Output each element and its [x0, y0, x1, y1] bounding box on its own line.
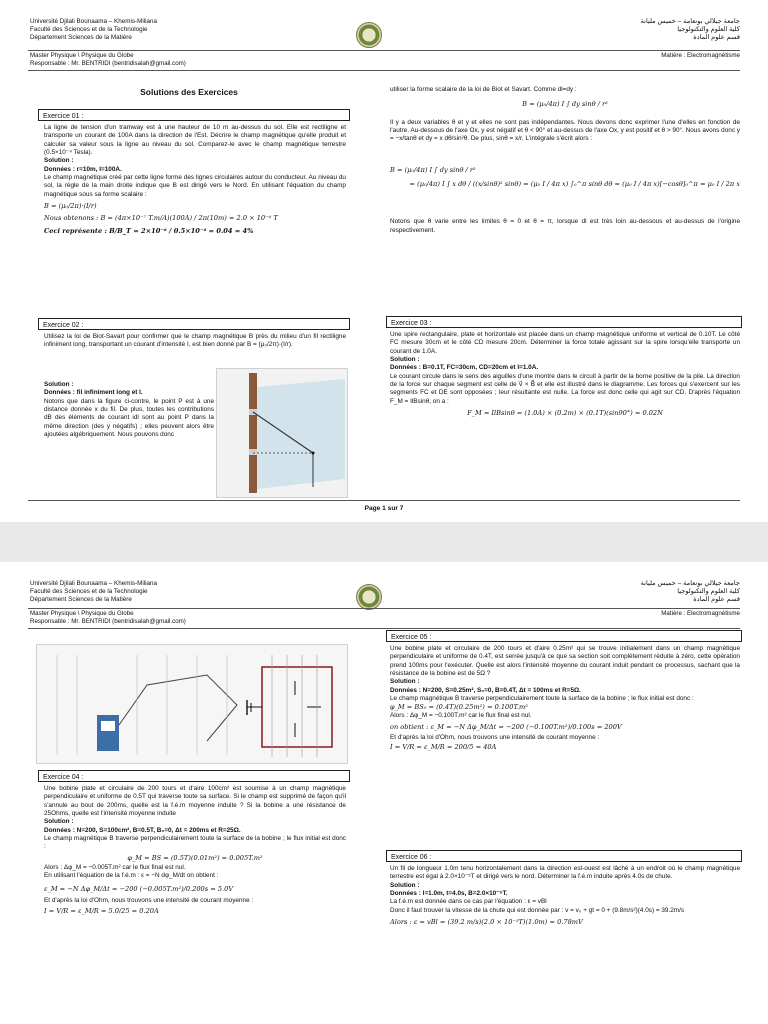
given-data: Données : fil infiniment long et I.: [44, 389, 143, 397]
divider: [28, 608, 740, 609]
solution-text: Alors : Δφ_M = −0.100T.m² car le flux final est nul.: [390, 711, 532, 719]
header-line: كلية العلوم والتكنولوجيا: [677, 588, 740, 595]
divider: [28, 628, 740, 629]
exercise-label: Exercice 02 :: [43, 322, 84, 329]
header-line: قسم علوم المادة: [693, 34, 740, 41]
header-line: Département Sciences de la Matière: [30, 34, 132, 41]
statement: Utilisez la loi de Biot-Savart pour confirmer que le champ magnétique B près du milieu d'un fil rectiligne infiniment long, transportant un courant d'intensité I, est bien donné par B = (μ₀/2π)·(I/r).: [44, 333, 346, 349]
equation-result: I = V/R = ε_M/R = 200/5 = 40A: [390, 742, 497, 751]
given-data: Données : B=0.1T, FC=30cm, CD=20cm et I=1.0A.: [390, 364, 539, 372]
header-line: Université Djilali Bounaama – Khemis-Miliana: [30, 18, 158, 25]
page-title: Solutions des Exercices: [140, 87, 238, 97]
header-line: جامعة جيلالي بونعامة – خميس مليانة: [640, 580, 740, 587]
exercise-04-content: [44, 785, 346, 918]
solution-text: Et d'après la loi d'Ohm, nous trouvons une intensité de courant moyenne :: [44, 897, 254, 905]
subject: Matière : Electromagnétisme: [661, 610, 740, 617]
header-line: Faculté des Sciences et de la Technologie: [30, 26, 148, 33]
course-name: Master Physique \ Physique du Globe: [30, 52, 134, 59]
statement: La ligne de tension d'un tramway est à une hauteur de 10 m au-dessus du sol. Elle est rectiligne et transporte un courant de 100A dans la direction de l'Est. Décrire le champ magnétique qu'elle produit et calculer sa valeur sous la ligne au niveau du sol. Comparez-le avec le champ magnétique terrestre (0.5×10⁻⁴ Tesla).: [44, 124, 346, 157]
circuit-figure: [36, 644, 348, 764]
exercise-02-label: [38, 318, 350, 330]
given-data: Données : N=200, S=0.25m², S₀=0, B=0.4T, Δt = 100ms et R=5Ω.: [390, 686, 581, 694]
equation: φ_M = BS₀ = (0.4T)(0.25m²) = 0.100T.m²: [390, 703, 528, 712]
statement: Une bobine plate et circulaire de 200 tours et d'aire 0.25m² qui se trouve initialement dans un champ magnétique perpendiculaire et uniforme de 0.4T, est serrée jusqu'à ce que sa section soit complètement réduite à zéro, cette opération prend 100ms pour l'exécuter. Quelle est alors l'intensité moyenne du courant induit pendant ce processus, sachant que la résistance de la bobine est de 5Ω ?: [390, 645, 740, 678]
course-responsible: Responsable : Mr. BENTRIDI (bentridisalah@gmail.com): [30, 618, 186, 625]
solution-heading: Solution :: [390, 678, 420, 686]
header-line: Université Djilali Bounaama – Khemis-Miliana: [30, 580, 158, 587]
course-responsible: Responsable : Mr. BENTRIDI (bentridisalah@gmail.com): [30, 60, 186, 67]
solution-text: Alors : Δφ_M = −0.005T.m² car le flux final est nul.: [44, 864, 186, 872]
equation-result: Ceci représente : B/B_T = 2×10⁻⁶ / 0.5×10⁻⁴ = 0.04 = 4%: [44, 226, 254, 235]
header-line: جامعة جيلالي بونعامة – خميس مليانة: [640, 18, 740, 25]
given-data: Données : l=1.0m, t=4.0s, B=2.0×10⁻⁵T.: [390, 890, 508, 898]
course-meta: [30, 610, 186, 626]
solution-heading: Solution :: [44, 818, 74, 826]
equation: Nous obtenons : B = (4π×10⁻⁷ T.m/A)(100A) / 2π(10m) = 2.0 × 10⁻⁶ T: [44, 214, 278, 223]
statement: Un fil de longueur 1.0m tenu horizontalement dans la direction est-ouest est lâché à un endroit où le champ magnétique terrestre est égal à 2.0×10⁻⁵T et dirigé vers le nord. Déterminer la f.é.m induite après 4.0s de chute.: [390, 865, 740, 881]
exercise-06-label: [386, 850, 742, 862]
university-header-ar: [641, 18, 740, 42]
given-data: Données : N=200, S=100cm², B=0.5T, B₀=0, Δt = 200ms et R=25Ω.: [44, 826, 241, 834]
university-header-fr: [30, 580, 157, 604]
equation: = (μ₀/4π) I ∫ x dθ / ((x/sinθ)² sinθ) = (μ₀ I / 4π x) ∫₀^π sinθ dθ = (μ₀ I / 4π x)[−cosθ]₀^π = μ₀ I / 2π x: [409, 180, 740, 189]
exercise-03-label: [386, 316, 742, 328]
exercise-04-label: [38, 770, 350, 782]
exercise-02-solution: [44, 381, 214, 439]
header-line: كلية العلوم والتكنولوجيا: [677, 26, 740, 33]
course-name: Master Physique \ Physique du Globe: [30, 610, 134, 617]
header-line: قسم علوم المادة: [693, 596, 740, 603]
exercise-01-content: [44, 124, 346, 239]
exercise-01-label: [38, 109, 350, 121]
equation: B = (μ₀/4π) I ∫ dy sinθ / r²: [390, 165, 476, 174]
university-header-ar: [641, 580, 740, 604]
solution-text: Notons que dans la figure ci-contre, le point P est à une distance donnée x du fil. De plus, toutes les contributions dB des éléments de courant idl sont au point P dans la même direction (des y négatifs) ; elles peuvent alors être ajoutées algébriquement. Nous pouvons donc: [44, 397, 214, 439]
exercise-label: Exercice 01 :: [43, 113, 84, 120]
solution-text: Le champ magnétique créé par cette ligne forme des lignes circulaires autour du conducteur. Au niveau du sol, la règle de la main droite indique que B est dirigé vers le Nord. En utilisant l'équation du champ magnétique sous sa forme scalaire :: [44, 174, 346, 198]
equation: φ_M = BS = (0.5T)(0.01m²) = 0.005T.m²: [127, 853, 263, 862]
equation: ε_M = −N Δφ_M/Δt = −200 (−0.005T.m²)/0.200s = 5.0V: [44, 884, 234, 893]
wire-diagram: [217, 369, 347, 497]
statement: Une bobine plate et circulaire de 200 tours et d'aire 100cm² est soumise à un champ magnétique perpendiculaire et uniforme de 0.5T qui traverse toute sa surface. Si le champ est supprimé de façon qu'il s'annule au bout de 200ms, quelle est la f.é.m moyenne induite ? Si la bobine a une résistance de 25Ohms, quelle est l'intensité moyenne induite: [44, 785, 346, 818]
equation: B = (μ₀/4π) I ∫ dy sinθ / r²: [522, 100, 608, 109]
solution-heading: Solution :: [44, 381, 74, 388]
exercise-05-label: [386, 630, 742, 642]
exercise-02-statement: [44, 333, 346, 350]
exercise-02-continuation: [390, 86, 740, 235]
exercise-label: Exercice 06 :: [391, 854, 432, 861]
exercise-03-content: [390, 331, 740, 420]
solution-text: Le courant circule dans le sens des aiguilles d'une montre dans le circuit à partir de la borne positive de la pile. La direction de la force sur chaque segment est celle de v⃗ × B⃗ et elle est illustré dans le diagramme. Les forces qui s'exercent sur les segments FC et DE sont opposées ; leur résultante est nulle. La force est donc celle qui agit sur CD. D'après l'équation F_M = IlBsinθ, on a :: [390, 372, 740, 405]
exercise-label: Exercice 05 :: [391, 634, 432, 641]
solution-text: Notons que θ varie entre les limites θ = 0 et θ = π, lorsque dl est très loin au-dessous et au-dessus de l'origine respectivement.: [390, 218, 740, 234]
divider: [28, 500, 740, 501]
solution-heading: Solution :: [390, 881, 420, 889]
solution-text: En utilisant l'équation de la f.é.m : ε = −N dφ_M/dt on obtient :: [44, 872, 219, 880]
equation-result: I = V/R = ε_M/R = 5.0/25 = 0.20A: [44, 907, 159, 916]
solution-text: Il y a deux variables θ et y et elles ne sont pas indépendantes. Nous devons donc exprimer l'une d'elles en fonction de l'autre. Au-dessous de l'axe Ox, y est négatif et θ < 90° et au-dessus de l'axe Ox, y est positif et θ > 90°. Nous avons donc y = −x/tanθ et dy = x dθ/sin²θ. De plus, sinθ = x/r. L'intégrale s'écrit alors :: [390, 118, 740, 143]
statement: Une spire rectangulaire, plate et horizontale est placée dans un champ magnétique uniforme et vertical de 0.10T. Le côté FC mesure 30cm et le côté CD mesure 20cm. Déterminer la force totale agissant sur la spire lorsqu'elle transporte un courant de 1.0A.: [390, 331, 740, 355]
solution-text: Et d'après la loi d'Ohm, nous trouvons une intensité de courant moyenne :: [390, 734, 600, 742]
equation: F_M = IlBsinθ = (1.0A) × (0.2m) × (0.1T)(sin90°) = 0.02N: [467, 409, 663, 418]
equation-result: Alors : ε = vBl = (39.2 m/s)(2.0 × 10⁻⁵T)(1.0m) = 0.78mV: [390, 918, 583, 927]
solution-text: Le champ magnétique B traverse perpendiculairement toute la surface de la bobine ; le flux initial est donc :: [44, 835, 346, 851]
wire-field-figure: [216, 368, 348, 498]
magnetic-circuit-diagram: [37, 645, 347, 763]
header-line: Faculté des Sciences et de la Technologie: [30, 588, 148, 595]
exercise-05-content: [390, 645, 740, 751]
university-logo: [356, 22, 382, 48]
university-logo: [356, 584, 382, 610]
page-number: Page 1 sur 7: [364, 505, 404, 512]
university-header-fr: [30, 18, 157, 42]
solution-text: Donc il faut trouver la vitesse de la chute qui est donnée par : v = v₀ + gt = 0 + (9.8m/s²)(4.0s) = 39.2m/s: [390, 906, 685, 914]
exercise-06-content: [390, 865, 740, 929]
solution-text: La f.é.m est donnée dans ce cas par l'équation : ε = vBl: [390, 898, 547, 906]
divider: [28, 50, 740, 51]
solution-text: Le champ magnétique B traverse perpendiculairement toute la surface de la bobine ; le flux initial est donc :: [390, 695, 694, 703]
equation: on obtient : ε_M = −N Δφ_M/Δt = −200 (−0.100T.m²)/0.100s = 200V: [390, 723, 622, 732]
exercise-label: Exercice 04 :: [43, 774, 84, 781]
solution-heading: Solution :: [44, 157, 74, 165]
solution-text: utiliser la forme scalaire de la loi de Biot et Savart. Comme dl=dy :: [390, 86, 577, 93]
exercise-label: Exercice 03 :: [391, 320, 432, 327]
solution-heading: Solution :: [390, 356, 420, 364]
course-meta: [30, 52, 186, 68]
subject: Matière : Electromagnétisme: [661, 52, 740, 59]
divider: [28, 70, 740, 71]
given-data: Données : r=10m, I=100A.: [44, 165, 122, 173]
page-2: [0, 562, 768, 1024]
equation: B = (μ₀/2π)·(I/r): [44, 202, 97, 211]
header-line: Département Sciences de la Matière: [30, 596, 132, 603]
page-gap: [0, 522, 768, 562]
